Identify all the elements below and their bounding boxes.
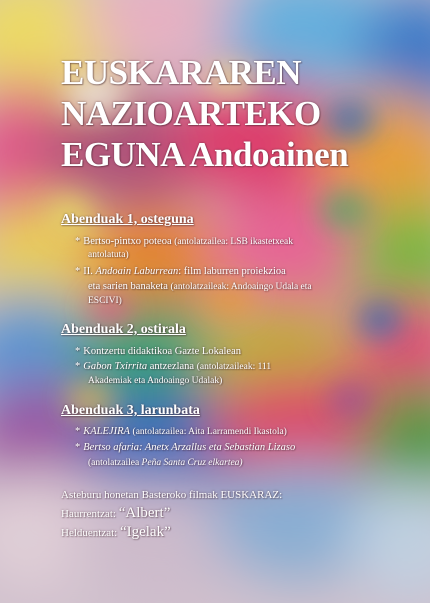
day-2-item-2	[75, 359, 271, 375]
day-3-heading: Abenduak 3, larunbata	[61, 403, 200, 418]
item-main: Kontzertu didaktikoa Gazte Lokalean	[83, 346, 241, 357]
item-line2: eta sarien banaketa	[88, 281, 168, 292]
bullet-star: *	[75, 266, 81, 277]
day-3-item-2-note	[88, 456, 243, 471]
item-note: (antolatzailea: LSB ikastetxeak	[174, 237, 293, 247]
day-1-heading: Abenduak 1, osteguna	[61, 212, 194, 227]
bullet-star: *	[75, 442, 81, 453]
item-italic: KALEJIRA	[83, 426, 130, 437]
poster-title	[61, 52, 348, 175]
item-note: (antolatzaileak: 111	[196, 362, 272, 372]
day-1-item-2	[75, 264, 286, 279]
day-3-item-2	[75, 440, 295, 455]
footer-films-line: Asteburu honetan Basteroko filmak EUSKARAZ:	[61, 489, 283, 501]
bullet-star: *	[75, 236, 81, 247]
item-main: Bertso-pintxo poteoa	[83, 236, 172, 247]
bullet-star: *	[75, 361, 81, 372]
item-italic: Gabon Txirrita	[83, 361, 148, 372]
day-3-item-1	[75, 424, 287, 440]
kids-film: “Albert”	[118, 505, 171, 521]
item-note: (antolatzailea	[88, 458, 140, 468]
item-main: : film laburren proiekzioa	[178, 266, 286, 277]
day-2-item-1	[75, 344, 241, 359]
item-italic: Bertso afaria: Anetx Arzallus eta Sebastian Lizaso	[83, 442, 296, 453]
day-2-heading: Abenduak 2, ostirala	[61, 322, 186, 337]
footer-kids-line	[61, 505, 170, 522]
footer-adults-line	[61, 524, 171, 541]
item-prefix: II.	[83, 266, 96, 277]
day-1-item-1-note-cont: antolatuta)	[88, 250, 129, 260]
bullet-star: *	[75, 346, 81, 357]
item-note: (antolatzaileak: Andoaingo Udala eta	[170, 282, 312, 292]
item-main: antzezlana	[147, 361, 195, 372]
item-note: (antolatzailea: Aita Larramendi Ikastola)	[132, 427, 287, 437]
item-note-italic: Peña Santa Cruz elkartea)	[141, 458, 243, 468]
title-line-3: EGUNA Andoainen	[61, 135, 349, 174]
kids-label: Haurrentzat:	[61, 508, 116, 520]
item-italic: Andoain Laburrean	[95, 266, 179, 277]
title-line-2: NAZIOARTEKO	[61, 94, 321, 133]
adults-film: “Igelak”	[119, 524, 171, 540]
day-1-item-2-line2	[88, 279, 312, 295]
day-1-item-2-note-cont: ESCIVI)	[88, 296, 122, 306]
bullet-star: *	[75, 426, 81, 437]
day-2-item-2-note-cont: Akademiak eta Andoaingo Udalak)	[88, 376, 223, 386]
adults-label: Helduentzat:	[61, 527, 118, 539]
title-line-1: EUSKARAREN	[61, 53, 302, 92]
